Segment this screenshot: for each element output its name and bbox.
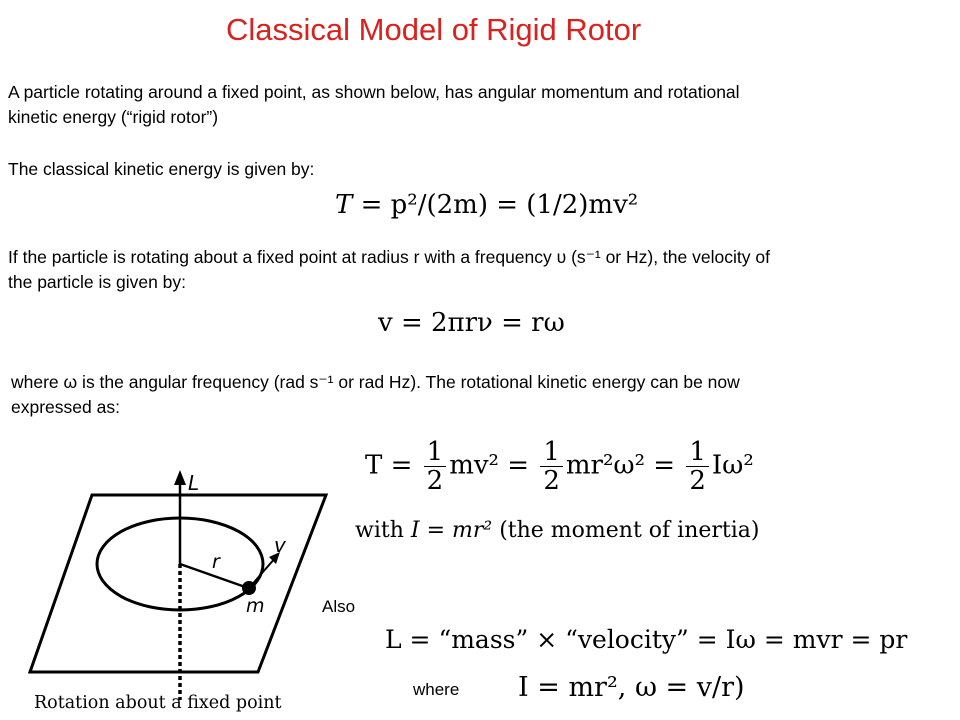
rot-t: T = [365, 450, 413, 481]
inertia-note: (the moment of inertia) [499, 518, 760, 543]
diagram-caption: Rotation about a fixed point [34, 693, 282, 713]
plane-outline [30, 495, 326, 672]
ke-rhs: = p²/(2m) = (1/2)mv² [360, 190, 639, 220]
moment-of-inertia-line [355, 518, 760, 543]
intro-line-1: A particle rotating around a fixed point, as shown below, has angular momentum and rotational [8, 82, 740, 102]
ke-intro-text: The classical kinetic energy is given by: [8, 159, 315, 179]
rotor-diagram [28, 460, 333, 715]
velocity-intro-line-1: If the particle is rotating about a fixed point at radius r with a frequency υ (s⁻¹ or Hz), the velocity of [8, 247, 770, 267]
label-m: m [246, 595, 265, 617]
where-label: where [413, 680, 460, 699]
angular-momentum-equation: L = “mass” × “velocity” = Iω = mvr = pr [385, 625, 908, 654]
fraction-half-1 [424, 438, 447, 495]
also-label: Also [322, 597, 356, 616]
fraction-numerator: 1 [424, 438, 447, 467]
rotational-ke-equation: T = $\frac{1}{2}$ mv² = $\frac{1}{2}$ mr²ω² = $\frac{1}{2}$ Iω² [365, 437, 754, 496]
axis-arrow-icon [174, 470, 186, 485]
intro-paragraph [8, 80, 740, 130]
fraction-denominator: 2 [543, 466, 560, 496]
omega-intro-paragraph [11, 370, 740, 420]
kinetic-energy-equation [335, 190, 638, 220]
intro-line-2: kinetic energy (“rigid rotor”) [8, 107, 219, 127]
inertia-expression: I = mr² [410, 518, 493, 543]
velocity-intro-line-2: the particle is given by: [8, 272, 187, 292]
fraction-denominator: 2 [426, 466, 444, 496]
fraction-numerator: 1 [540, 438, 563, 467]
slide-title: Classical Model of Rigid Rotor [226, 12, 642, 47]
velocity-intro-paragraph [8, 245, 770, 295]
fraction-half-2 [540, 438, 563, 495]
label-v: v [274, 533, 286, 557]
fraction-denominator: 2 [689, 466, 706, 496]
omega-intro-line-1: where ω is the angular frequency (rad s⁻¹ or rad Hz). The rotational kinetic energy can be now [11, 372, 740, 392]
ke-lhs: T [335, 190, 353, 220]
omega-intro-line-2: expressed as: [11, 397, 120, 417]
velocity-equation: v = 2πrν = rω [378, 308, 565, 338]
rot-term-3: Iω² [711, 450, 754, 481]
with-word: with [355, 518, 404, 543]
label-r: r [212, 551, 220, 573]
definitions-equation: I = mr², ω = v/r) [518, 672, 745, 703]
label-L: L [188, 471, 200, 495]
fraction-half-3 [686, 438, 709, 495]
rot-term-1: mv² [449, 450, 499, 481]
rot-term-2: mr²ω² [565, 450, 645, 481]
fraction-numerator: 1 [686, 438, 709, 467]
